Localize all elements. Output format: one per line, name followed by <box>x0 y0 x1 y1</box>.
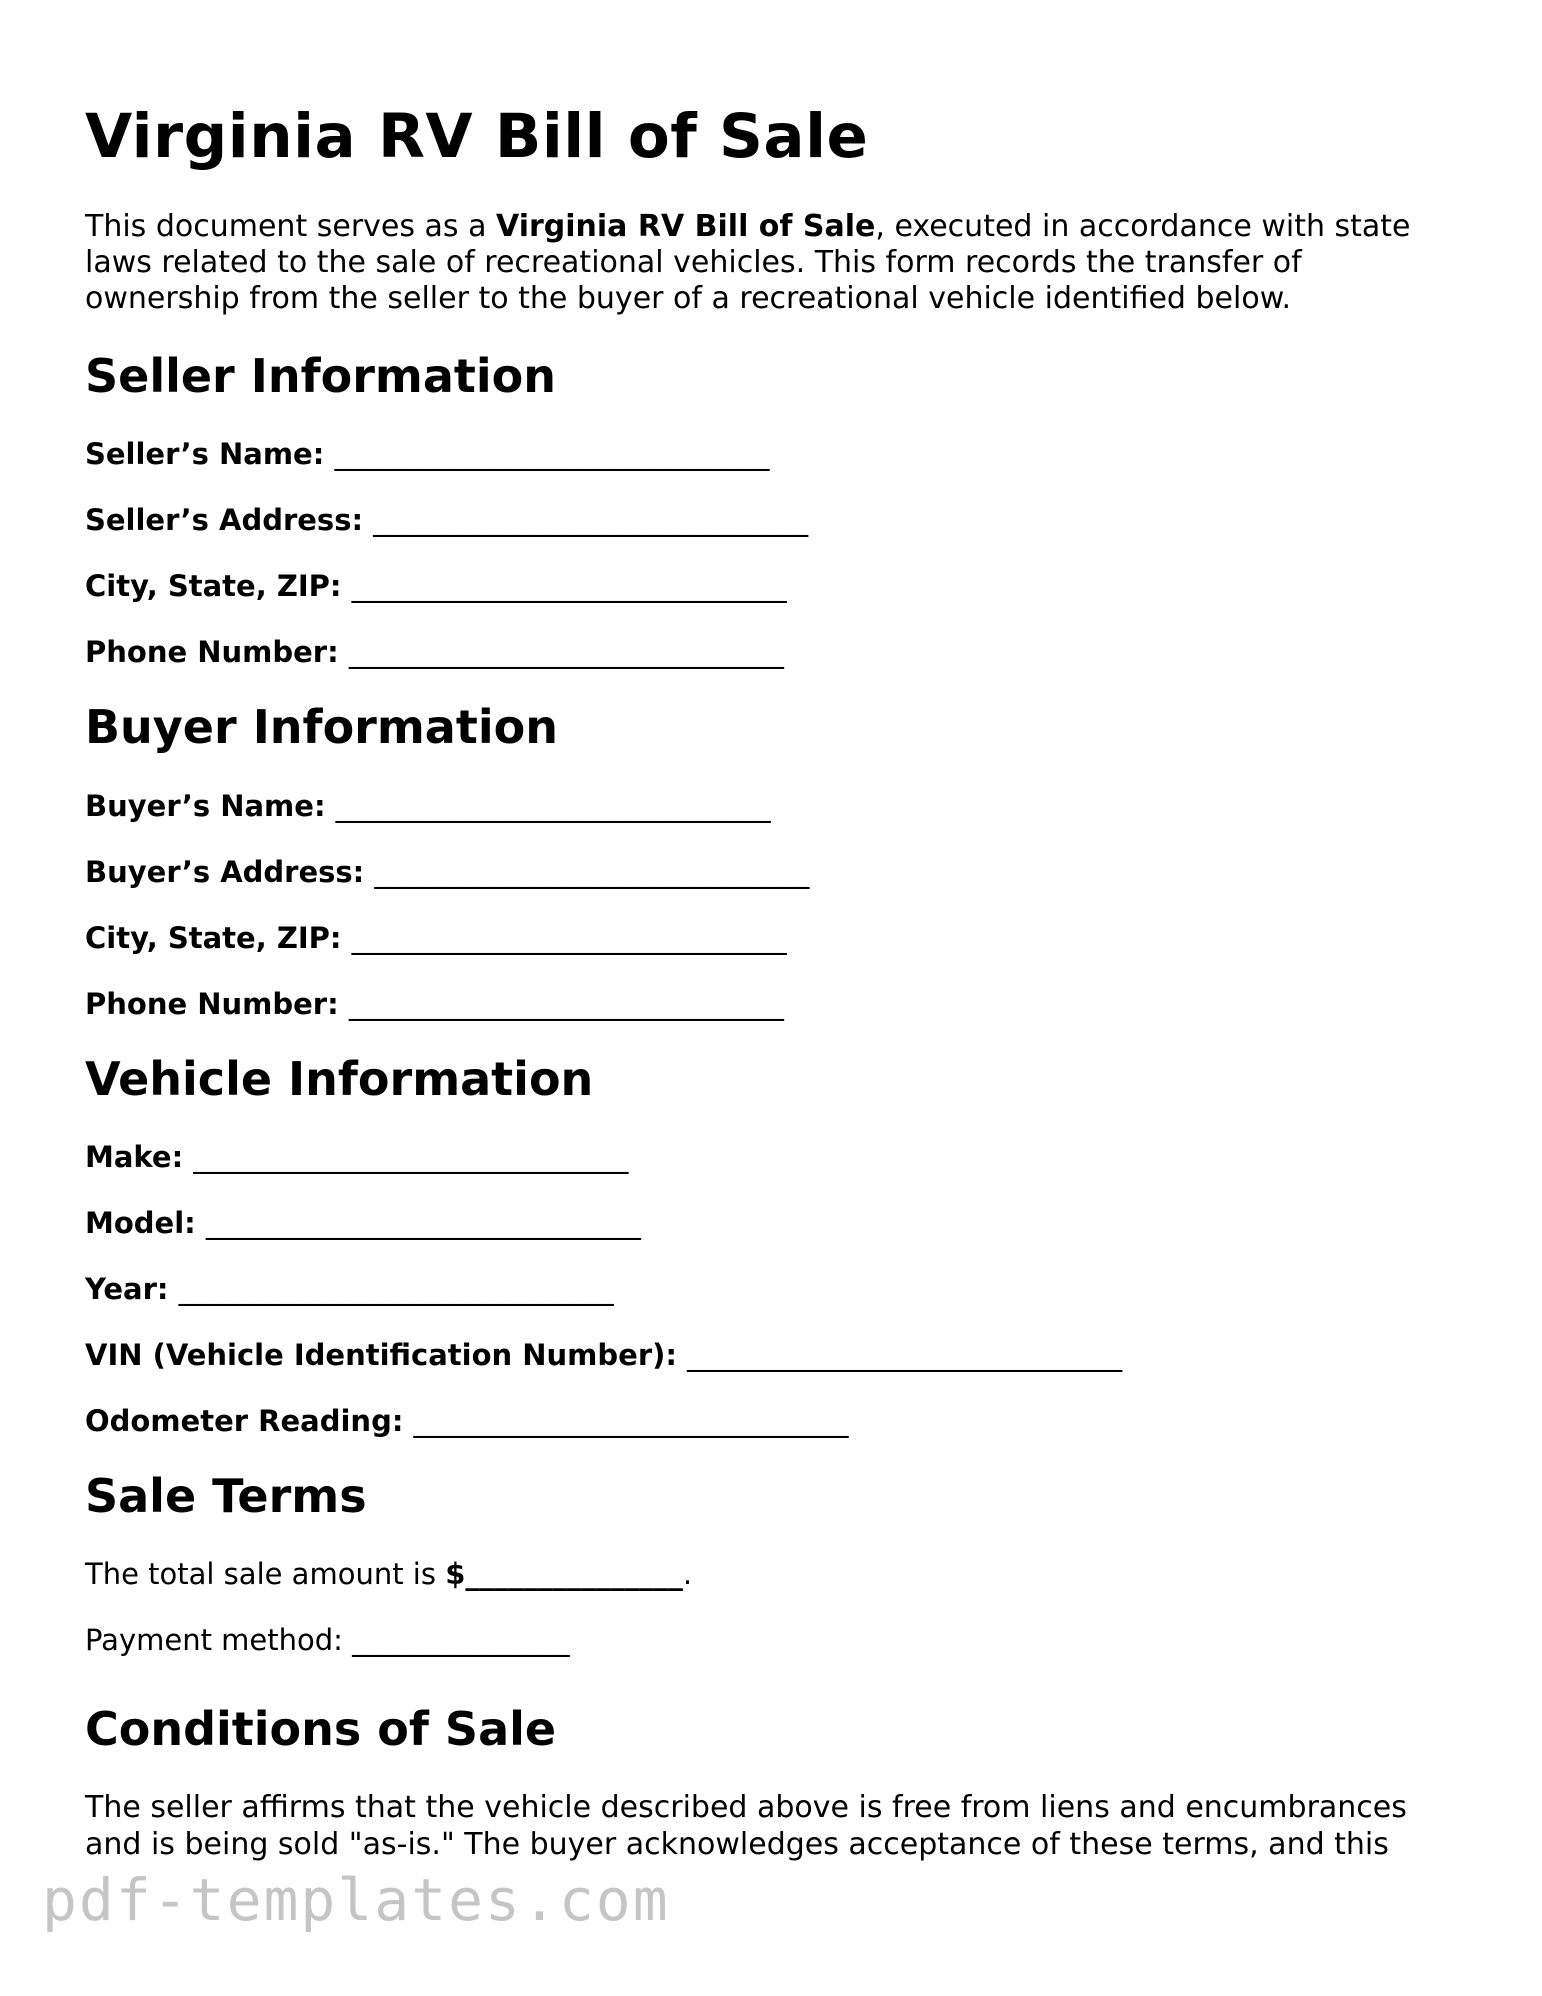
vehicle-vin-label: VIN (Vehicle Identification Number): <box>85 1337 677 1372</box>
buyer-city-state-zip-field[interactable] <box>85 920 1455 956</box>
buyer-name-blank[interactable]: ______________________________ <box>335 788 771 823</box>
conditions-paragraph: The seller affirms that the vehicle described above is free from liens and encumbrances and is being sold "as-is." The buyer acknowledges acceptance of these terms, and this <box>85 1790 1407 1863</box>
vehicle-fields <box>85 1139 1455 1439</box>
seller-address-blank[interactable]: ______________________________ <box>373 503 809 538</box>
seller-phone-blank[interactable]: ______________________________ <box>348 635 784 670</box>
sale-terms-heading: Sale Terms <box>85 1468 367 1523</box>
vehicle-vin-field[interactable] <box>85 1337 1455 1373</box>
buyer-name-field[interactable] <box>85 788 1455 824</box>
vehicle-make-label: Make: <box>85 1139 184 1174</box>
vehicle-model-blank[interactable]: ______________________________ <box>205 1205 641 1240</box>
seller-name-field[interactable] <box>85 436 1455 472</box>
intro-text-start: This document serves as a <box>85 209 497 245</box>
seller-address-field[interactable] <box>85 502 1455 538</box>
watermark-logo: pdf-templates.com <box>42 1866 670 1934</box>
seller-city-state-zip-label: City, State, ZIP: <box>85 569 342 604</box>
vehicle-vin-blank[interactable]: ______________________________ <box>687 1337 1123 1372</box>
vehicle-odometer-label: Odometer Reading: <box>85 1403 404 1438</box>
vehicle-year-label: Year: <box>85 1271 169 1306</box>
intro-paragraph <box>85 209 1455 317</box>
vehicle-make-field[interactable] <box>85 1139 1455 1175</box>
document-page <box>85 100 1455 1863</box>
sale-terms-section <box>85 1469 1455 1658</box>
buyer-address-label: Buyer’s Address: <box>85 854 365 889</box>
buyer-fields <box>85 788 1455 1022</box>
buyer-city-state-zip-blank[interactable]: ______________________________ <box>351 920 787 955</box>
seller-phone-field[interactable] <box>85 634 1455 670</box>
seller-name-blank[interactable]: ______________________________ <box>334 437 770 472</box>
buyer-address-field[interactable] <box>85 854 1455 890</box>
seller-information-section <box>85 349 1455 670</box>
vehicle-make-blank[interactable]: ______________________________ <box>193 1139 629 1174</box>
payment-method-blank[interactable]: _______________ <box>352 1622 570 1657</box>
sale-amount-text: The total sale amount is <box>85 1556 446 1591</box>
sale-amount-blank[interactable]: $_______________ <box>445 1556 683 1591</box>
vehicle-model-field[interactable] <box>85 1205 1455 1241</box>
intro-bold-form-name: Virginia RV Bill of Sale <box>496 209 876 245</box>
buyer-phone-label: Phone Number: <box>85 986 339 1021</box>
document-title: Virginia RV Bill of Sale <box>85 101 869 172</box>
buyer-information-section <box>85 700 1455 1021</box>
intro-text-end: , executed in accordance with state laws related to the sale of recreational vehicles. This form records the transfer of ownership from the seller to the buyer of a recreational vehicle identified below. <box>85 209 1411 317</box>
buyer-city-state-zip-label: City, State, ZIP: <box>85 920 342 955</box>
payment-method-label: Payment method: <box>85 1622 353 1657</box>
buyer-name-label: Buyer’s Name: <box>85 788 326 823</box>
sale-amount-line[interactable] <box>85 1556 1455 1592</box>
vehicle-information-heading: Vehicle Information <box>85 1051 594 1106</box>
buyer-address-blank[interactable]: ______________________________ <box>374 854 810 889</box>
seller-information-heading: Seller Information <box>85 349 557 404</box>
seller-phone-label: Phone Number: <box>85 635 339 670</box>
vehicle-odometer-field[interactable] <box>85 1403 1455 1439</box>
sale-amount-period: . <box>682 1556 693 1591</box>
vehicle-information-section <box>85 1052 1455 1439</box>
conditions-of-sale-section <box>85 1702 1455 1863</box>
seller-city-state-zip-field[interactable] <box>85 568 1455 604</box>
buyer-phone-blank[interactable]: ______________________________ <box>348 986 784 1021</box>
seller-address-label: Seller’s Address: <box>85 503 364 538</box>
vehicle-odometer-blank[interactable]: ______________________________ <box>413 1403 849 1438</box>
seller-city-state-zip-blank[interactable]: ______________________________ <box>351 569 787 604</box>
vehicle-year-blank[interactable]: ______________________________ <box>178 1271 614 1306</box>
conditions-of-sale-heading: Conditions of Sale <box>85 1701 557 1756</box>
vehicle-model-label: Model: <box>85 1205 196 1240</box>
payment-method-line[interactable] <box>85 1622 1455 1658</box>
buyer-phone-field[interactable] <box>85 986 1455 1022</box>
vehicle-year-field[interactable] <box>85 1271 1455 1307</box>
seller-name-label: Seller’s Name: <box>85 437 325 472</box>
seller-fields <box>85 436 1455 670</box>
buyer-information-heading: Buyer Information <box>85 700 558 755</box>
